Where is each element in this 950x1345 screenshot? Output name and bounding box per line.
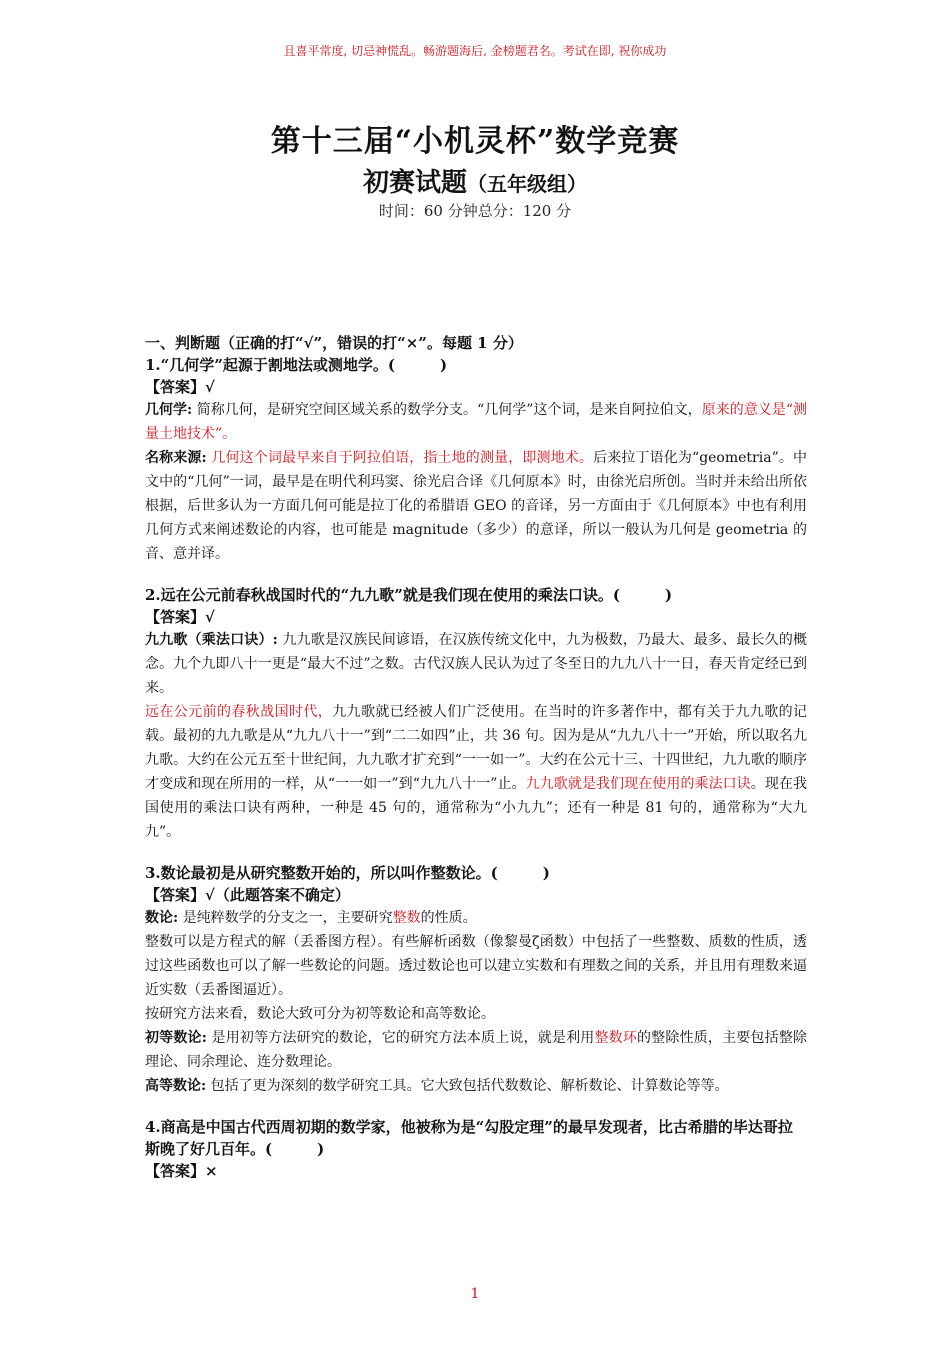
term-label: 名称来源: (145, 450, 207, 466)
paragraph-text: 包括了更为深刻的数学研究工具。它大致包括代数数论、解析数论、计算数论等等。 (206, 1078, 729, 1094)
question-1: 1.“几何学”起源于割地法或测地学。( ) (145, 356, 448, 374)
page-number: 1 (470, 1286, 480, 1302)
question-2: 2.远在公元前春秋战国时代的“九九歌”就是我们现在使用的乘法口诀。( ) (145, 586, 673, 604)
document-title: 第十三届“小机灵杯”数学竞赛 (270, 124, 680, 159)
paragraph-text: 的整除性质，主要包括整除理论、同余理论、连分数理论。 (145, 1030, 808, 1070)
q3-paragraph-1 (145, 906, 807, 930)
answer-1: 【答案】√ (145, 378, 215, 396)
header-motto: 且喜平常度, 切忌神慌乱。畅游题海后, 金榜题君名。考试在即, 祝你成功 (283, 44, 667, 58)
section-heading: 一、判断题（正确的打“√”，错误的打“×”。每题 1 分） (145, 334, 523, 352)
highlight-text: 整数环 (594, 1030, 637, 1046)
highlight-text: 九九歌就是我们现在使用的乘法口诀 (525, 776, 751, 792)
paragraph-text: 的性质。 (420, 910, 477, 926)
q1-paragraph-2 (145, 446, 807, 566)
paragraph-text: 。现在我国使用的乘法口诀有两种，一种是 45 句的，通常称为“小九九”；还有一种是 81 句的，通常称为“大九九”。 (145, 776, 808, 840)
q2-paragraph-2 (145, 700, 807, 844)
subtitle-group: （五年级组） (467, 172, 587, 196)
highlight-text: 原来的意义是“测量土地技术”。 (145, 402, 807, 442)
term-label: 高等数论: (145, 1078, 207, 1094)
q3-paragraph-4 (145, 1026, 807, 1074)
answer-2: 【答案】√ (145, 608, 215, 626)
question-4: 4.商高是中国古代西周初期的数学家，他被称为是“勾股定理”的最早发现者，比古希腊的毕达哥拉斯晚了好几百年。( ) (145, 1118, 793, 1158)
paragraph-text: 后来拉丁语化为“geometria”。中文中的“几何”一词，最早是在明代利玛窦、徐光启合译《几何原本》时，由徐光启所创。当时并未给出所依根据，后世多认为一方面几何可能是拉丁化的希腊语 GEO 的音译，另一方面由于《几何原本》中也有利用几何方式来阐述数论的内容，也可能是 magnitude（多少）的意译，所以一般认为几何是 geometria 的音、意并译。 (145, 450, 808, 562)
q2-paragraph-1 (145, 628, 807, 700)
document-subtitle (0, 162, 950, 199)
question-3: 3.数论最初是从研究整数开始的，所以叫作整数论。( ) (145, 864, 550, 882)
paragraph-text: 是纯粹数学的分支之一，主要研究 (178, 910, 393, 926)
term-label: 初等数论: (145, 1030, 207, 1046)
q3-paragraph-5 (145, 1074, 807, 1098)
term-label: 九九歌（乘法口诀）: (145, 632, 278, 648)
highlight-text: 整数 (392, 910, 421, 926)
answer-3: 【答案】√（此题答案不确定） (145, 886, 350, 904)
highlight-text: 几何这个词最早来自于阿拉伯语，指土地的测量，即测地术。 (206, 450, 594, 466)
q1-paragraph-1 (145, 398, 807, 446)
time-info: 时间：60 分钟总分：120 分 (378, 202, 572, 220)
term-label: 几何学: (145, 402, 193, 418)
paragraph-text: 九九歌是汉族民间谚语，在汉族传统文化中，九为极数，乃最大、最多、最长久的概念。九个九即八十一更是“最大不过”之数。古代汉族人民认为过了冬至日的九九八十一日，春天肯定经已到来。 (145, 632, 807, 696)
highlight-text: 远在公元前的春秋战国时代， (145, 704, 333, 720)
term-label: 数论: (145, 910, 179, 926)
paragraph-text: 是用初等方法研究的数论，它的研究方法本质上说，就是利用 (206, 1030, 595, 1046)
subtitle-main: 初赛试题 (362, 168, 467, 198)
paragraph-text: 简称几何，是研究空间区域关系的数学分支。“几何学”这个词，是来自阿拉伯文， (192, 402, 702, 418)
answer-4: 【答案】× (145, 1162, 218, 1180)
content-body (145, 332, 807, 1182)
q3-paragraph-3: 按研究方法来看，数论大致可分为初等数论和高等数论。 (145, 1006, 495, 1022)
paragraph-text: 九九歌就已经被人们广泛使用。在当时的许多著作中，都有关于九九歌的记载。最初的九九歌是从“九九八十一”到“二二如四”止，共 36 句。因为是从“九九八十一”开始，所以取名九九歌。大约在公元五至十世纪间，九九歌才扩充到“一一如一”。大约在公元十三、十四世纪，九九歌的顺序才变成和现在所用的一样，从“一一如一”到“九九八十一”止。 (145, 704, 808, 792)
q3-paragraph-2: 整数可以是方程式的解（丢番图方程）。有些解析函数（像黎曼ζ函数）中包括了一些整数、质数的性质，透过这些函数也可以了解一些数论的问题。透过数论也可以建立实数和有理数之间的关系，并且用有理数来逼近实数（丢番图逼近）。 (145, 934, 807, 998)
